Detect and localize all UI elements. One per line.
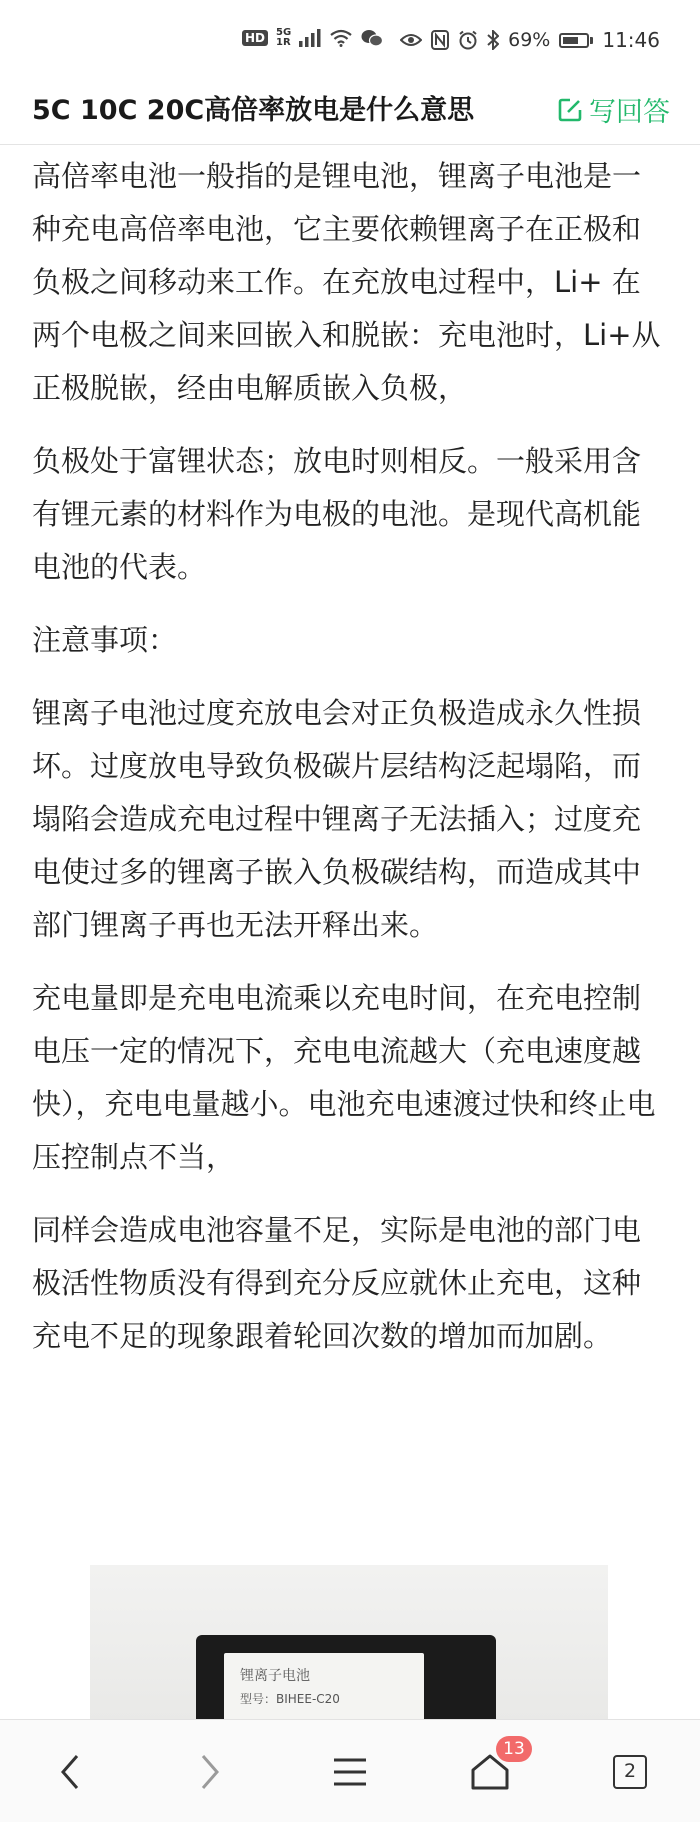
battery-level — [563, 37, 578, 44]
battery-label-name: 锂离子电池 — [240, 1668, 310, 1684]
paragraph: 高倍率电池一般指的是锂电池，锂离子电池是一种充电高倍率电池，它主要依赖锂离子在正极和负极之间移动来工作。在充放电过程中，Li+ 在两个电极之间来回嵌入和脱嵌：充电池时，Li+从正极脱嵌，经由电解质嵌入负极， — [32, 159, 661, 405]
wifi-icon — [329, 29, 353, 47]
battery-icon — [559, 33, 593, 48]
network-type — [276, 28, 291, 48]
tabs-count-badge: 13 — [496, 1736, 532, 1762]
status-right — [400, 28, 660, 52]
status-bar — [0, 0, 700, 82]
page-title: 5C 10C 20C高倍率放电是什么意思 — [32, 95, 475, 126]
paragraph: 同样会造成电池容量不足，实际是电池的部门电极活性物质没有得到充分反应就休止充电，这种充电不足的现象跟着轮回次数的增加而加剧。 — [32, 1213, 642, 1353]
battery-photo[interactable] — [90, 1565, 608, 1721]
page-header — [0, 82, 700, 145]
forward-button[interactable] — [186, 1748, 234, 1796]
alarm-icon — [458, 30, 478, 50]
paragraph: 锂离子电池过度充放电会对正负极造成永久性损坏。过度放电导致负极碳片层结构泛起塌陷，而塌陷会造成充电过程中锂离子无法插入；过度充电使过多的锂离子嵌入负极碳结构，而造成其中部门锂离子再也无法开释出来。 — [32, 696, 642, 942]
wechat-icon — [361, 29, 383, 47]
battery-percent: 69% — [508, 29, 551, 51]
status-left — [242, 28, 383, 48]
network-type-top: 5G — [276, 27, 292, 38]
chevron-left-icon — [55, 1752, 85, 1792]
write-answer-button[interactable] — [557, 90, 670, 129]
menu-button[interactable] — [326, 1748, 374, 1796]
hd-badge: HD — [242, 30, 268, 46]
battery-label — [224, 1653, 424, 1721]
menu-icon — [332, 1756, 368, 1788]
answer-content — [32, 150, 668, 1383]
write-answer-label: 写回答 — [589, 97, 670, 128]
bluetooth-icon — [487, 30, 499, 50]
clock: 11:46 — [602, 28, 660, 52]
eye-icon — [400, 32, 422, 48]
edit-icon — [557, 97, 583, 123]
paragraph: 注意事项： — [32, 623, 178, 657]
windows-count: 2 — [613, 1755, 647, 1789]
battery-label-model: 型号：BIHEE-C20 — [240, 1692, 340, 1706]
chevron-right-icon — [195, 1752, 225, 1792]
paragraph: 充电量即是充电电流乘以充电时间，在充电控制电压一定的情况下，充电电流越大（充电速度越快），充电电量越小。电池充电速渡过快和终止电压控制点不当， — [32, 981, 656, 1174]
back-button[interactable] — [46, 1748, 94, 1796]
paragraph: 负极处于富锂状态；放电时则相反。一般采用含有锂元素的材料作为电极的电池。是现代高机能电池的代表。 — [32, 444, 642, 584]
bottom-navigation — [0, 1719, 700, 1822]
nfc-icon — [431, 30, 449, 50]
signal-icon — [299, 29, 321, 47]
windows-button[interactable] — [606, 1748, 654, 1796]
network-type-bottom: 1R — [276, 37, 291, 48]
